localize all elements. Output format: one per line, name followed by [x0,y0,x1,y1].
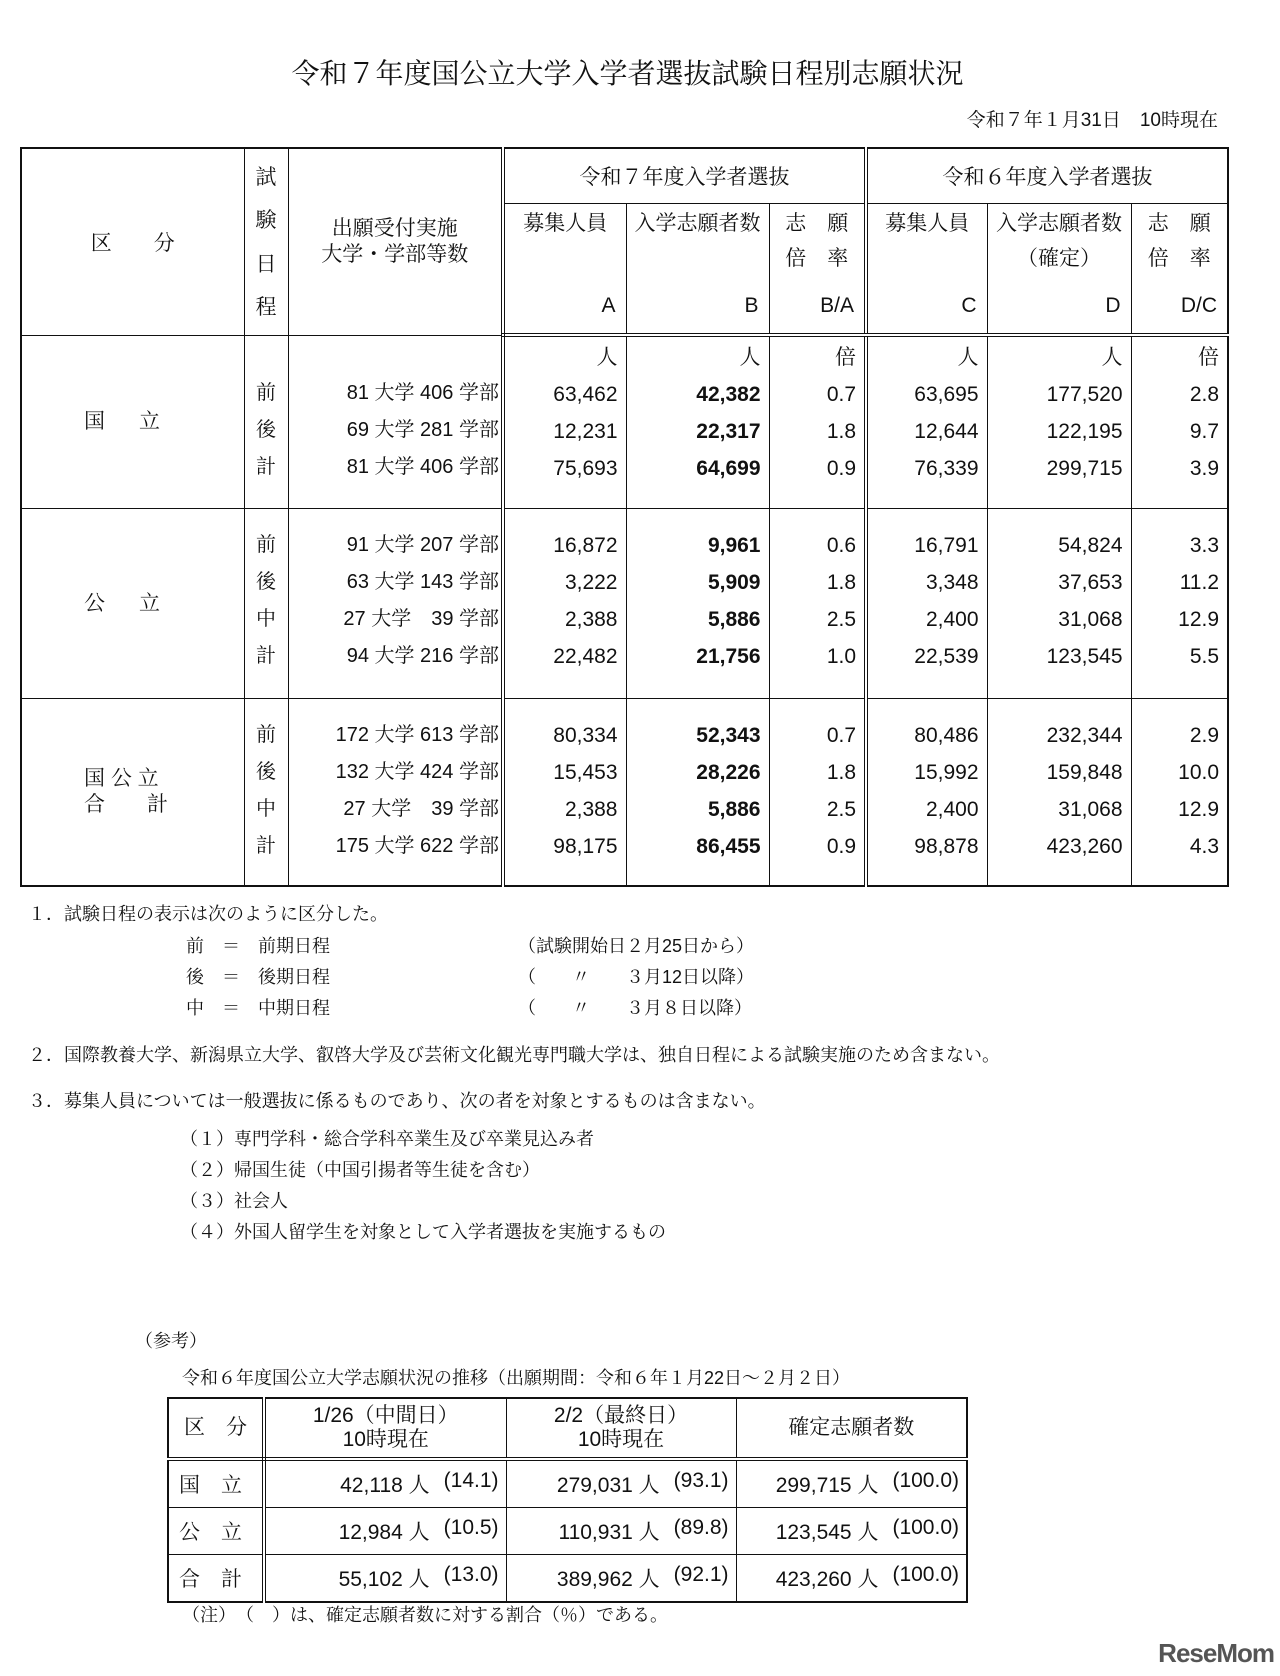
unit-label: 人 [739,346,761,369]
capacity-c: 12,644 [914,420,979,443]
ref-cell-content [267,1516,505,1546]
ratio-ba: 0.9 [826,835,857,858]
schedule-code: 中 [256,798,276,820]
applicants-b: 5,886 [707,608,761,631]
ref-cell [736,1555,967,1603]
note-3: ３．募集人員については一般選抜に係るものであり、次の者を対象とするものは含まない。 [28,1091,766,1111]
header-line [1132,276,1228,288]
ref-cell-content [508,1516,735,1546]
header-r6-cols [1131,204,1228,336]
reference-label: （参考） [135,1331,207,1351]
ref-cell [506,1555,736,1603]
header-r6-cols [866,204,987,336]
column-cell [503,335,626,509]
capacity-a: 3,222 [564,571,618,594]
ref-count: 389,962 人 [556,1568,660,1591]
exclusion-item: （１）専門学科・総合学科卒業生及び卒業見込み者 [180,1129,594,1149]
ref-header-line: 10時現在 [577,1428,665,1451]
ref-percent: (89.8) [673,1516,729,1539]
header-line: 募集人員 [885,212,970,235]
ref-cell [736,1459,967,1508]
column-cell [244,335,288,509]
header-line [627,265,769,289]
ratio-dc: 9.7 [1189,420,1220,443]
ref-cell-content [267,1563,505,1593]
header-line [505,265,626,289]
schedule-code: 前 [256,381,276,404]
univ-count: 27 大学 39 学部 [343,798,499,820]
ref-header-line: 1/26（中間日） [312,1404,459,1427]
note-1: １．試験日程の表示は次のように区分した。 [28,904,388,924]
section-category [21,335,244,509]
reference-subtitle: 令和６年度国公立大学志願状況の推移（出願期間：令和６年１月22日～２月２日） [182,1368,851,1388]
header-schedule-char: 試 [255,166,277,189]
table-section [21,509,1228,699]
capacity-a: 80,334 [553,724,618,747]
section-category-label [84,409,160,435]
section-category-label [84,591,160,617]
header-r6-group: 令和６年度入学者選抜 [866,148,1228,204]
header-line: D/C [1180,294,1218,317]
ref-header-line: 10時現在 [342,1428,429,1451]
unit-label: 人 [1101,346,1123,369]
header-line: 倍 率 [1147,247,1211,270]
applicants-b: 5,909 [707,571,761,594]
header-line: 倍 率 [785,247,849,270]
ref-percent: (93.1) [673,1469,729,1492]
applicants-d: 123,545 [1046,645,1123,668]
header-line [770,276,865,288]
ref-table-row [168,1555,967,1603]
capacity-c: 98,878 [914,835,979,858]
capacity-c: 76,339 [914,457,979,480]
schedule-code: 後 [256,571,276,593]
ref-count: 299,715 人 [775,1474,879,1497]
capacity-c: 22,539 [914,645,979,668]
ref-header-final [506,1398,736,1459]
ratio-dc: 4.3 [1189,835,1220,858]
header-line: B [744,294,759,317]
ref-percent: (100.0) [892,1516,959,1539]
table-section [21,335,1228,509]
header-line: 入学志願者数 [996,212,1123,235]
applicants-b: 22,317 [696,420,761,443]
header-line: 入学志願者数 [634,212,761,235]
schedule-code: 前 [256,724,276,746]
header-r7-group: 令和７年度入学者選抜 [503,148,866,204]
schedule-code: 後 [256,761,276,783]
ratio-dc: 2.9 [1189,724,1220,747]
reference-note: （注） （ ）は、確定志願者数に対する割合（％）である。 [182,1605,668,1625]
capacity-a: 2,388 [564,608,618,631]
column-cell [244,699,288,887]
capacity-c: 3,348 [925,571,979,594]
column-cell [769,699,866,887]
applicants-b: 21,756 [696,645,761,668]
ref-cell-content [508,1469,735,1499]
header-r7-cols [769,204,866,336]
univ-count: 91 大学 207 学部 [346,534,499,556]
ratio-ba: 0.9 [826,457,857,480]
column-cell [244,509,288,699]
ref-cell [506,1508,736,1555]
ratio-dc: 5.5 [1189,645,1220,668]
application-status-table [20,147,1229,887]
ref-percent: (13.0) [443,1563,499,1586]
unit-label: 倍 [1198,346,1220,369]
header-line [868,241,987,265]
ref-header-line: 2/2（最終日） [553,1404,689,1427]
header-line [505,241,626,265]
section-category-char: 立 [139,591,160,615]
ratio-ba: 0.7 [826,383,857,406]
ref-header-category: 区 分 [168,1398,264,1459]
ref-row-label: 公 立 [168,1508,264,1555]
ref-table-row [168,1459,967,1508]
column-cell [987,699,1131,887]
applicants-d: 37,653 [1058,571,1123,594]
univ-count: 81 大学 406 学部 [346,455,499,478]
column-cell [626,699,769,887]
applicants-d: 54,824 [1058,534,1123,557]
ref-cell-content [738,1516,966,1546]
column-cell [866,335,987,509]
ref-count: 55,102 人 [338,1568,430,1591]
applicants-d: 423,260 [1046,835,1123,858]
column-cell [769,335,866,509]
schedule-definition: 後 ＝ 後期日程 [186,967,330,987]
capacity-a: 22,482 [553,645,618,668]
univ-count: 27 大学 39 学部 [343,608,499,630]
capacity-a: 16,872 [553,534,618,557]
column-cell [503,509,626,699]
applicants-b: 9,961 [707,534,761,557]
unit-label: 倍 [835,346,857,369]
header-r7-cols [626,204,769,336]
ref-count: 12,984 人 [338,1521,430,1544]
exclusion-item: （４）外国人留学生を対象として入学者選抜を実施するもの [180,1222,666,1242]
column-cell [987,335,1131,509]
ref-cell [264,1508,506,1555]
ref-count: 42,118 人 [340,1474,430,1497]
header-line [868,265,987,289]
ratio-ba: 0.6 [826,534,857,557]
ref-count: 279,031 人 [556,1474,660,1497]
ratio-ba: 0.7 [826,724,857,747]
header-univ-count-line: 出願受付実施 [331,216,458,240]
ref-cell-content [738,1563,966,1593]
univ-count: 172 大学 613 学部 [335,724,499,746]
capacity-a: 2,388 [564,798,618,821]
section-category-line: 合 計 [84,793,168,816]
ref-header-confirmed: 確定志願者数 [736,1398,967,1459]
section-category [21,699,244,887]
column-cell [1131,335,1228,509]
unit-label [245,338,288,375]
applicants-b: 42,382 [696,383,761,406]
schedule-definition: 中 ＝ 中期日程 [186,998,330,1018]
ratio-ba: 2.5 [826,608,857,631]
ref-cell-content [267,1469,505,1499]
section-category-char: 公 [84,591,105,615]
capacity-c: 2,400 [925,608,979,631]
column-cell [288,335,503,509]
ratio-dc: 2.8 [1189,383,1220,406]
unit-label: 人 [596,346,618,369]
table-section [21,699,1228,887]
ratio-dc: 12.9 [1178,608,1220,631]
header-univ-count [288,148,503,335]
header-univ-count-line: 大学・学部等数 [321,242,469,266]
ref-table-row [168,1508,967,1555]
applicants-b: 5,886 [707,798,761,821]
column-cell [1131,509,1228,699]
header-line: 志 願 [785,212,849,235]
header-category: 区 分 [21,148,244,335]
schedule-code: 計 [256,455,276,478]
column-cell [866,509,987,699]
section-category [21,509,244,699]
applicants-d: 232,344 [1046,724,1123,747]
column-cell [1131,699,1228,887]
column-cell [866,699,987,887]
applicants-d: 159,848 [1046,761,1123,784]
ref-count: 423,260 人 [775,1568,879,1591]
capacity-a: 15,453 [553,761,618,784]
resemom-logo: ReseMom [1158,1638,1274,1668]
applicants-b: 86,455 [696,835,761,858]
schedule-start-date: （試験開始日２月25日から） [518,936,755,956]
univ-count: 69 大学 281 学部 [346,418,499,441]
ratio-ba: 1.8 [826,571,857,594]
header-line [988,276,1131,288]
page-title: 令和７年度国公立大学入学者選抜試験日程別志願状況 [291,58,964,89]
header-line: （確定） [1017,247,1102,270]
applicants-b: 52,343 [696,724,761,747]
ratio-dc: 3.3 [1189,534,1220,557]
capacity-a: 75,693 [553,457,618,480]
column-cell [626,335,769,509]
column-cell [769,509,866,699]
ratio-ba: 1.8 [826,761,857,784]
section-category-char: 立 [139,409,160,433]
header-r6-cols [987,204,1131,336]
ref-count: 110,931 人 [558,1521,660,1544]
as-of-date: 令和７年１月31日 10時現在 [966,110,1218,131]
univ-count: 94 大学 216 学部 [346,645,499,667]
ref-row-label: 合 計 [168,1555,264,1603]
unit-label [289,338,502,375]
ref-percent: (10.5) [443,1516,499,1539]
ref-header-interim [264,1398,506,1459]
schedule-definition: 前 ＝ 前期日程 [186,936,330,956]
schedule-code: 前 [256,534,276,556]
capacity-a: 12,231 [553,420,618,443]
capacity-c: 15,992 [914,761,979,784]
column-cell [288,509,503,699]
schedule-code: 計 [256,835,276,857]
ref-row-label: 国 立 [168,1459,264,1508]
header-schedule-char: 験 [255,209,277,233]
applicants-d: 31,068 [1058,608,1123,631]
section-category-char: 国 [84,409,105,433]
capacity-a: 98,175 [553,835,618,858]
column-cell [987,509,1131,699]
ratio-dc: 10.0 [1178,761,1220,784]
univ-count: 81 大学 406 学部 [346,381,499,404]
schedule-start-date: （ 〃 ３月12日以降） [518,967,755,987]
univ-count: 175 大学 622 学部 [335,835,499,857]
applicants-d: 122,195 [1046,420,1123,443]
ref-count: 123,545 人 [775,1521,879,1544]
schedule-code: 後 [256,418,276,441]
exclusion-item: （３）社会人 [180,1191,288,1211]
exclusion-item: （２）帰国生徒（中国引揚者等生徒を含む） [180,1160,540,1180]
header-line: C [961,294,977,317]
capacity-c: 2,400 [925,798,979,821]
note-2: ２．国際教養大学、新潟県立大学、叡啓大学及び芸術文化観光専門職大学は、独自日程による試験実施のため含まない。 [28,1045,1000,1065]
section-category-line: 国 公 立 [84,767,159,790]
header-line: 募集人員 [523,212,608,235]
ref-cell [506,1459,736,1508]
header-line [627,241,769,265]
capacity-c: 63,695 [914,383,979,406]
ref-cell [736,1508,967,1555]
capacity-c: 16,791 [914,534,979,557]
header-schedule [244,148,288,335]
header-line: 志 願 [1147,212,1211,235]
column-cell [503,699,626,887]
header-line: B/A [820,294,855,317]
reference-table [167,1397,968,1603]
column-cell [288,699,503,887]
capacity-c: 80,486 [914,724,979,747]
ref-percent: (14.1) [443,1469,499,1492]
schedule-start-date: （ 〃 ３月８日以降） [518,998,752,1018]
ref-percent: (100.0) [892,1563,959,1586]
applicants-d: 299,715 [1046,457,1123,480]
header-r7-cols [503,204,626,336]
applicants-d: 177,520 [1046,383,1123,406]
ref-cell-content [738,1469,966,1499]
ratio-dc: 11.2 [1179,571,1220,594]
schedule-code: 計 [256,645,276,667]
ref-percent: (100.0) [892,1469,959,1492]
header-schedule-char: 程 [255,295,277,319]
capacity-a: 63,462 [553,383,618,406]
ratio-ba: 1.0 [826,645,857,668]
column-cell [626,509,769,699]
schedule-code: 中 [256,608,276,630]
applicants-b: 28,226 [696,761,761,784]
header-line: D [1105,294,1121,317]
ref-cell [264,1555,506,1603]
ref-percent: (92.1) [673,1563,729,1586]
applicants-d: 31,068 [1058,798,1123,821]
header-schedule-char: 日 [255,252,277,276]
ratio-dc: 3.9 [1189,457,1220,480]
ref-cell [264,1459,506,1508]
header-line: A [601,294,616,317]
ratio-dc: 12.9 [1178,798,1220,821]
ratio-ba: 2.5 [826,798,857,821]
ratio-ba: 1.8 [826,420,857,443]
univ-count: 63 大学 143 学部 [346,571,499,593]
applicants-b: 64,699 [696,457,761,480]
ref-cell-content [508,1563,735,1593]
unit-label: 人 [957,346,979,369]
univ-count: 132 大学 424 学部 [335,761,499,783]
